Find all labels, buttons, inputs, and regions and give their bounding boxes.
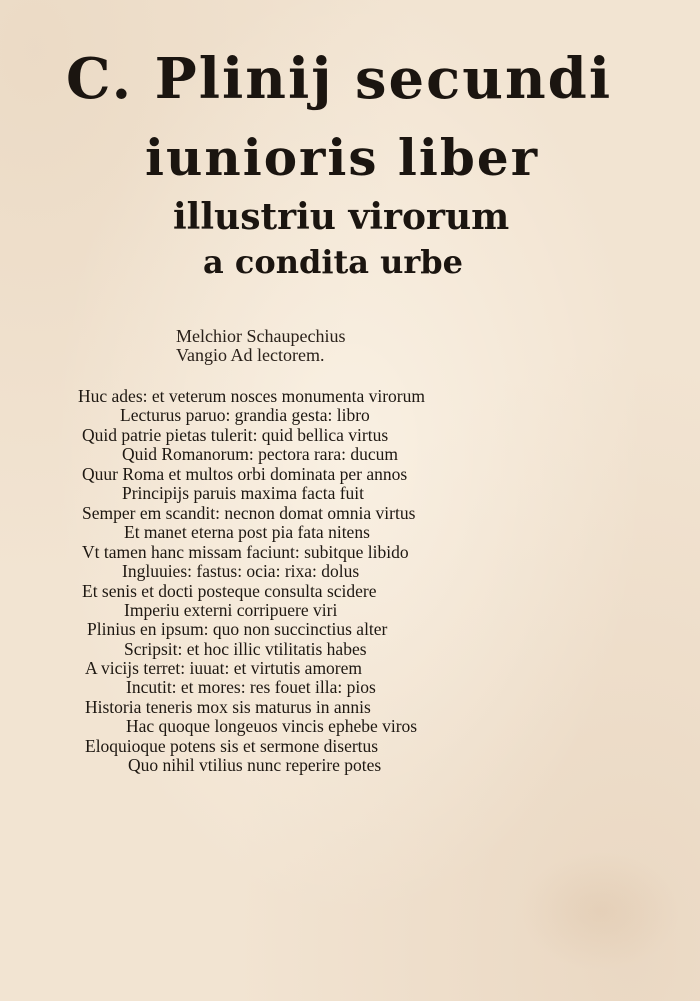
verse-line: Scripsit: et hoc illic vtilitatis habes <box>124 639 367 659</box>
verse-line: Imperiu externi corripuere viri <box>124 600 338 620</box>
verse-line: Quid patrie pietas tulerit: quid bellica virtus <box>82 425 389 445</box>
verse-line: Quur Roma et multos orbi dominata per annos <box>82 464 408 484</box>
title-line-1: C. Plinij secundi <box>66 46 613 112</box>
verse-line: Hac quoque longeuos vincis ephebe viros <box>126 716 418 736</box>
verse-line: Quo nihil vtilius nunc reperire potes <box>128 755 382 775</box>
verse-line: Historia teneris mox sis maturus in annis <box>85 697 371 717</box>
title-line-2: iunioris liber <box>145 128 540 187</box>
verse-line: Quid Romanorum: pectora rara: ducum <box>122 444 399 464</box>
verse-line: Lecturus paruo: grandia gesta: libro <box>120 405 370 425</box>
verse-line: Huc ades: et veterum nosces monumenta virorum <box>78 386 425 406</box>
verse-line: Semper em scandit: necnon domat omnia virtus <box>82 503 416 523</box>
dedication-line-2: Vangio Ad lectorem. <box>176 345 325 365</box>
verse-line: Eloquioque potens sis et sermone disertus <box>85 736 379 756</box>
verse-line: Vt tamen hanc missam faciunt: subitque libido <box>82 542 409 562</box>
verse-line: Et manet eterna post pia fata nitens <box>124 522 370 542</box>
title-line-3: illustriu virorum <box>173 196 510 238</box>
verse-line: Ingluuies: fastus: ocia: rixa: dolus <box>122 561 360 581</box>
verse-line: Plinius en ipsum: quo non succinctius alter <box>87 619 388 639</box>
verse-line: Et senis et docti posteque consulta scidere <box>82 581 377 601</box>
verse-line: Incutit: et mores: res fouet illa: pios <box>126 677 376 697</box>
title-line-4: a condita urbe <box>203 243 464 281</box>
verse-line: A vicijs terret: iuuat: et virtutis amorem <box>85 658 363 678</box>
verse-line: Principijs paruis maxima facta fuit <box>122 483 365 503</box>
dedication-line-1: Melchior Schaupechius <box>176 326 346 346</box>
